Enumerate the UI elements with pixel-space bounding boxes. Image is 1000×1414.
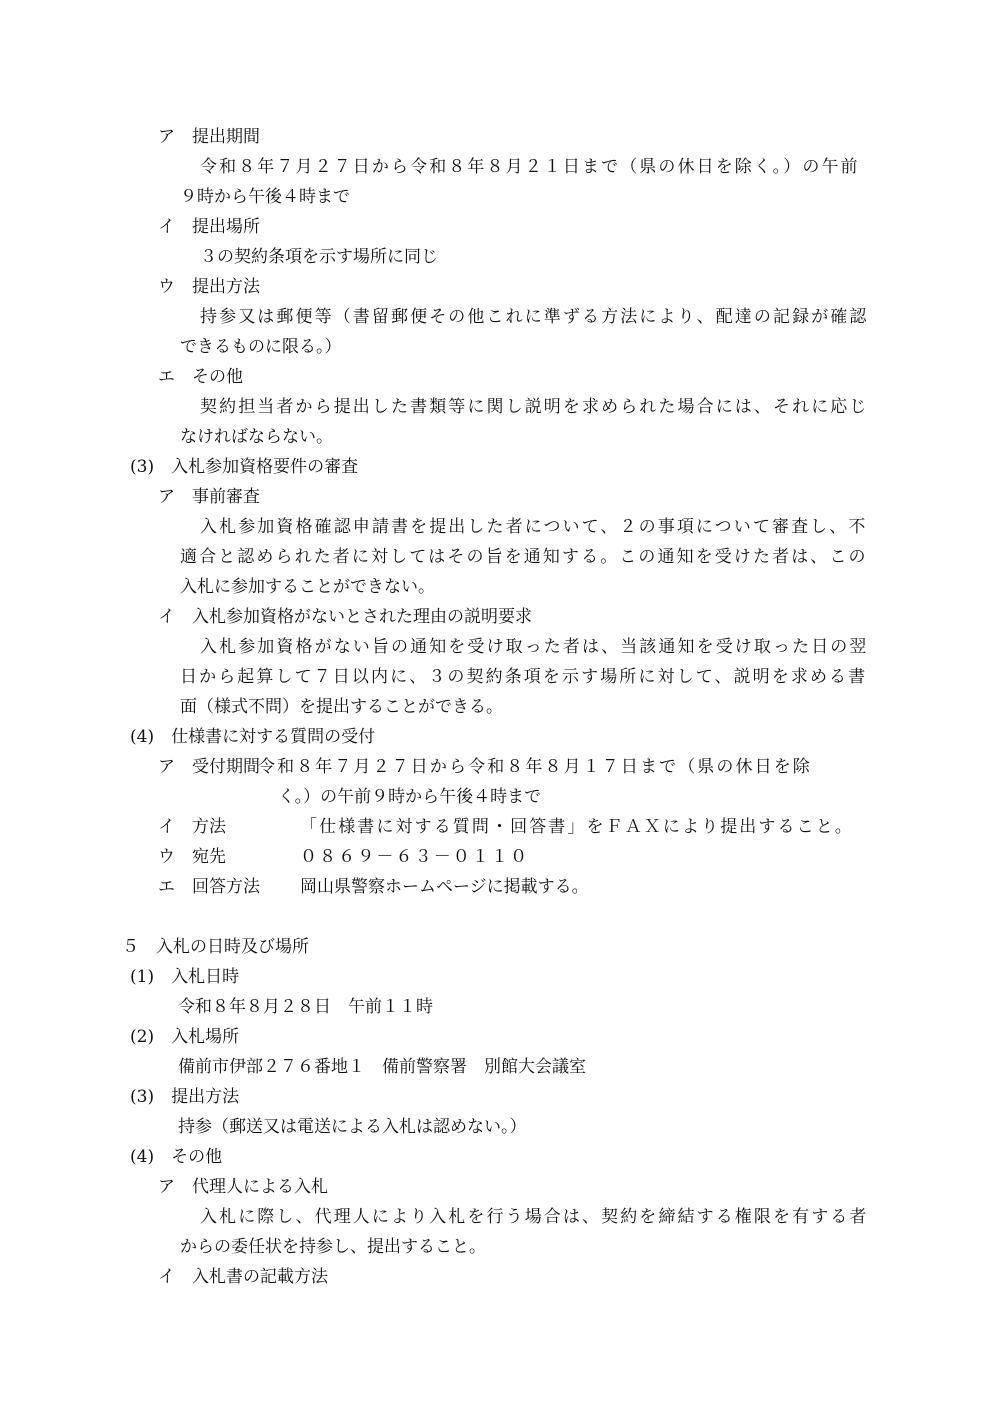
bid-datetime-value: 令和８年８月２８日 午前１１時: [178, 997, 433, 1017]
paragraph-line: 持参（郵送又は電送による入札は認めない。）: [178, 1117, 527, 1137]
paragraph-line: 適合と認められた者に対してはその旨を通知する。この通知を受けた者は、この: [180, 547, 868, 567]
subsection-heading-qualification-review: (3) 入札参加資格要件の審査: [130, 457, 359, 477]
paragraph-line: 入札に参加することができない。: [180, 577, 435, 597]
item-label-bid-form-method: イ 入札書の記載方法: [158, 1267, 328, 1287]
paragraph-line: ３の契約条項を示す場所に同じ: [200, 247, 438, 267]
item-row-method: [158, 816, 888, 838]
item-label-proxy-bid: ア 代理人による入札: [158, 1177, 328, 1197]
item-label-submission-method: ウ 提出方法: [158, 277, 260, 297]
item-value: 岡山県警察ホームページに掲載する。: [300, 877, 589, 897]
subsection-heading-submission-method: (3) 提出方法: [130, 1087, 240, 1107]
item-label: ウ 宛先: [158, 847, 226, 867]
paragraph-line: 日から起算して７日以内に、３の契約条項を示す場所に対して、説明を求める書: [180, 667, 868, 687]
subsection-heading-bid-place: (2) 入札場所: [130, 1027, 240, 1047]
item-row-answer-method: [158, 876, 888, 898]
item-label-submission-period: ア 提出期間: [158, 127, 260, 147]
paragraph-line: 契約担当者から提出した書類等に関し説明を求められた場合には、それに応じ: [200, 397, 869, 417]
item-label-prior-review: ア 事前審査: [158, 487, 260, 507]
paragraph-line: 持参又は郵便等（書留郵便その他これに準ずる方法により、配達の記録が確認: [200, 307, 869, 327]
paragraph-line: からの委任状を持参し、提出すること。: [180, 1237, 486, 1257]
item-value: 令和８年７月２７日から令和８年８月１７日まで（県の休日を除: [258, 757, 812, 777]
paragraph-line: なければならない。: [180, 427, 333, 447]
subsection-heading-bid-datetime: (1) 入札日時: [130, 967, 240, 987]
paragraph-line: 令和８年７月２７日から令和８年８月２１日まで（県の休日を除く。）の午前: [200, 157, 860, 177]
subsection-heading-spec-questions: (4) 仕様書に対する質問の受付: [130, 727, 376, 747]
fax-number: ０８６９－６３－０１１０: [300, 847, 530, 867]
paragraph-line: 入札に際し、代理人により入札を行う場合は、契約を締結する権限を有する者: [200, 1207, 869, 1227]
paragraph-line: ９時から午後４時まで: [180, 187, 350, 207]
item-label-explanation-request: イ 入札参加資格がないとされた理由の説明要求: [158, 607, 532, 627]
paragraph-line: く。）の午前９時から午後４時まで: [278, 787, 542, 807]
section-heading-bid-date-place: ５ 入札の日時及び場所: [122, 937, 309, 957]
item-row-acceptance-period: [158, 756, 888, 778]
bid-place-value: 備前市伊部２７６番地１ 備前警察署 別館大会議室: [178, 1057, 586, 1077]
item-label: エ 回答方法: [158, 877, 260, 897]
item-label-submission-place: イ 提出場所: [158, 217, 260, 237]
paragraph-line: 面（様式不問）を提出することができる。: [180, 697, 503, 717]
item-row-destination: [158, 846, 888, 868]
paragraph-line: 入札参加資格がない旨の通知を受け取った者は、当該通知を受け取った日の翌: [200, 637, 869, 657]
paragraph-line: 入札参加資格確認申請書を提出した者について、２の事項について審査し、不: [200, 517, 868, 537]
item-label-other: エ その他: [158, 367, 243, 387]
item-label: イ 方法: [158, 817, 226, 837]
paragraph-line: できるものに限る。）: [180, 337, 342, 357]
item-value: 「仕様書に対する質問・回答書」をＦＡＸにより提出すること。: [300, 817, 854, 837]
subsection-heading-other: (4) その他: [130, 1147, 223, 1167]
item-label: ア 受付期間: [158, 757, 260, 777]
